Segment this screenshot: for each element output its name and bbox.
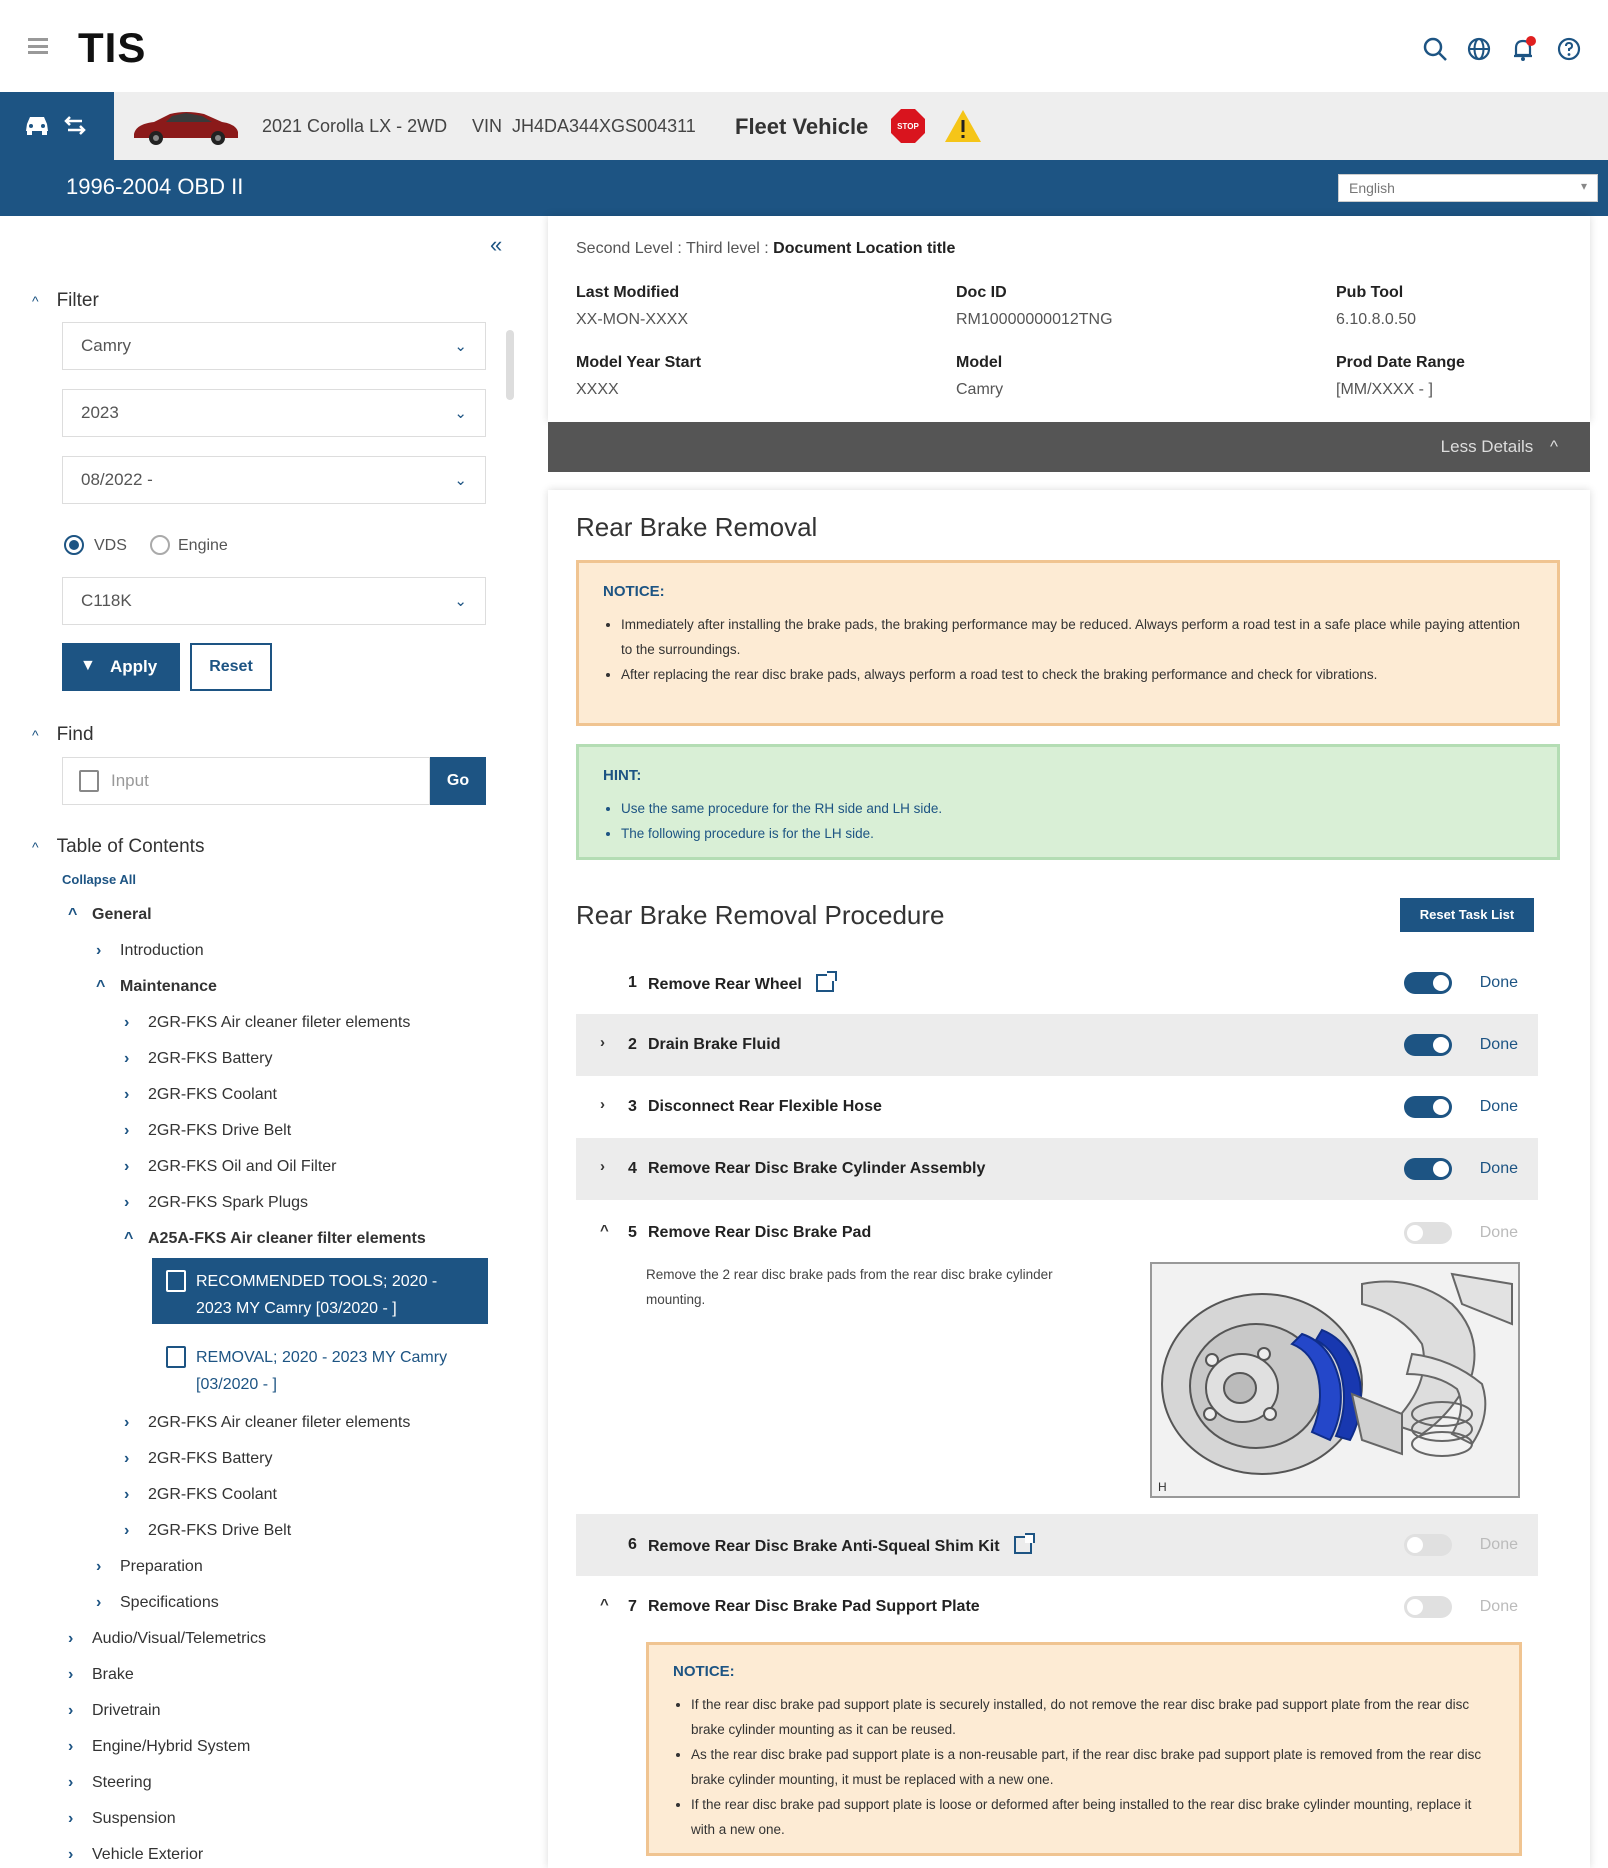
chevron-right-icon[interactable]: › [600,1158,605,1175]
chevron-right-icon: › [124,1086,130,1103]
document-icon [166,1270,186,1292]
notice-item: • After replacing the rear disc brake pads, always perform a road test to check the braking performance and check for vibrations. [621,662,1533,687]
chevron-down-icon: ⌄ [454,405,467,422]
step-toggle[interactable] [1404,1596,1452,1618]
notice-item: • As the rear disc brake pad support plate is a non-reusable part, if the rear disc brake pad support plate is removed from the rear disc brake cylinder mounting, it must be replaced with a new one. [691,1742,1495,1792]
obd-title: 1996-2004 OBD II [66,174,244,199]
done-label: Done [1479,1160,1518,1177]
hint-item: • The following procedure is for the LH side. [621,821,1533,846]
hint-box [576,744,1560,860]
chevron-up-icon: ^ [68,906,78,923]
less-details-toggle[interactable]: Less Details ^ [548,422,1590,472]
car-icon [24,114,50,136]
step-3[interactable]: › 3 Disconnect Rear Flexible Hose Done [576,1076,1538,1138]
date-select[interactable]: 08/2022 - ⌄ [62,456,486,504]
filter-icon: ▼ [80,657,96,674]
toc-a25a[interactable]: ^ A25A-FKS Air cleaner filter elements [124,1230,426,1247]
model-label: Model [956,354,1003,371]
language-value: English [1349,180,1395,196]
apply-button[interactable]: ▼ Apply [62,643,180,691]
step-label[interactable]: Remove Rear Disc Brake Anti-Squeal Shim Kit [648,1538,1000,1555]
find-heading[interactable]: ^ Find [32,724,94,745]
toc-preparation[interactable]: › Preparation [96,1558,203,1575]
prod-range-value: [MM/XXXX - ] [1336,381,1433,398]
chevron-up-icon: ^ [32,727,39,743]
chevron-right-icon: › [124,1414,130,1431]
stop-sign-icon[interactable] [890,108,926,144]
done-label: Done [1479,1598,1518,1615]
step-7[interactable]: ^ 7 Remove Rear Disc Brake Pad Support Plate Done [576,1576,1538,1638]
chevron-right-icon: › [124,1486,130,1503]
chevron-right-icon: › [68,1774,74,1791]
app-logo[interactable]: TIS [78,24,147,71]
swap-icon [64,114,86,136]
doc-id-label: Doc ID [956,284,1007,301]
toc-item[interactable]: › Brake [68,1666,134,1683]
step-2[interactable]: › 2 Drain Brake Fluid Done [576,1014,1538,1076]
filter-heading[interactable]: ^ Filter [32,290,99,311]
vds-radio[interactable] [64,535,84,555]
reset-task-list-button[interactable]: Reset Task List [1400,898,1534,932]
collapse-all-link[interactable]: Collapse All [62,872,136,887]
pub-tool-value: 6.10.8.0.50 [1336,311,1417,328]
globe-icon[interactable] [1466,36,1492,62]
chevron-right-icon: › [96,1558,102,1575]
vin-value: JH4DA344XGS004311 [512,116,696,136]
toc-item[interactable]: › Suspension [68,1810,176,1827]
vehicle-switch-button[interactable] [0,92,114,160]
language-select[interactable] [1338,174,1598,202]
step-toggle[interactable] [1404,1534,1452,1556]
vin-label: VIN [472,116,503,136]
stop-sign-text: STOP [897,122,919,131]
toc-item[interactable]: › Steering [68,1774,152,1791]
toc-item[interactable]: › 2GR-FKS Coolant [124,1486,277,1503]
document-meta-card [548,216,1590,422]
step-4[interactable]: › 4 Remove Rear Disc Brake Cylinder Assembly Done [576,1138,1538,1200]
model-year-label: Model Year Start [576,354,702,371]
vehicle-image [130,104,242,148]
chevron-right-icon: › [124,1522,130,1539]
document-icon [79,770,99,792]
chevron-right-icon: › [124,1014,130,1031]
chevron-up-icon[interactable]: ^ [600,1596,609,1613]
chevron-up-icon: ^ [96,978,106,995]
chevron-up-icon: ^ [124,1230,134,1247]
chevron-up-icon: ^ [1550,437,1558,456]
chevron-right-icon: › [68,1846,74,1863]
done-label: Done [1479,1098,1518,1115]
chevron-down-icon: ⌄ [454,472,467,489]
chevron-right-icon: › [124,1450,130,1467]
search-icon[interactable] [1422,36,1448,62]
notice-box [576,560,1560,726]
notification-bell-icon[interactable] [1510,36,1536,62]
collapse-sidebar-icon[interactable]: « [490,232,503,257]
chevron-right-icon[interactable]: › [600,1096,605,1113]
notice-item: • If the rear disc brake pad support plate is loose or deformed after being installed to the rear disc brake cylinder mounting, replace it with a new one. [691,1792,1495,1842]
code-select[interactable]: C118K ⌄ [62,577,486,625]
sidebar-scrollbar[interactable] [506,330,514,400]
toc-item[interactable]: › Vehicle Exterior [68,1846,204,1863]
external-link-icon[interactable] [816,974,834,992]
chevron-right-icon: › [124,1158,130,1175]
notice-heading: NOTICE: [603,583,665,600]
go-button[interactable]: Go [430,757,486,805]
model-value: Camry [956,381,1004,398]
brake-drawing [1152,1264,1518,1496]
done-label: Done [1479,974,1518,991]
notice-heading: NOTICE: [673,1663,735,1680]
chevron-right-icon: › [68,1810,74,1827]
model-year-value: XXXX [576,381,619,398]
toc-item[interactable]: › 2GR-FKS Oil and Oil Filter [124,1158,337,1175]
toc-item[interactable]: › 2GR-FKS Drive Belt [124,1522,292,1539]
chevron-up-icon: ^ [32,293,39,309]
chevron-right-icon: › [124,1050,130,1067]
hint-heading: HINT: [603,767,642,784]
chevron-down-icon: ⌄ [454,338,467,355]
toc-item[interactable]: › Engine/Hybrid System [68,1738,251,1755]
vehicle-model: 2021 Corolla LX - 2WD [262,116,448,136]
toc-item[interactable]: › 2GR-FKS Battery [124,1450,273,1467]
obd-banner [0,160,1608,216]
step-toggle[interactable] [1404,1222,1452,1244]
model-select[interactable]: Camry ⌄ [62,322,486,370]
procedure-title: Rear Brake Removal Procedure [576,900,945,930]
step-label: Disconnect Rear Flexible Hose [648,1098,882,1115]
menu-icon[interactable] [28,38,48,54]
done-label: Done [1479,1036,1518,1053]
top-bar [0,0,1608,92]
step-label: Remove Rear Disc Brake Pad [648,1224,872,1241]
chevron-up-icon: ^ [32,839,39,855]
doc-id-value: RM10000000012TNG [956,311,1113,328]
chevron-right-icon: › [96,942,102,959]
chevron-right-icon: › [124,1122,130,1139]
breadcrumb: Second Level : Third level : Document Location title [576,240,956,257]
step-label: Remove Rear Disc Brake Cylinder Assembly [648,1160,986,1177]
chevron-right-icon: › [68,1666,74,1683]
chevron-right-icon: › [68,1702,74,1719]
toc-item[interactable]: › 2GR-FKS Drive Belt [124,1122,292,1139]
done-label: Done [1479,1224,1518,1241]
toc-item[interactable]: › 2GR-FKS Battery [124,1050,273,1067]
toc-doc-selected[interactable]: RECOMMENDED TOOLS; 2020 - 2023 MY Camry [03/2020 - ] [152,1258,488,1324]
vehicle-bar [0,92,1608,160]
chevron-down-icon: ⌄ [454,593,467,610]
toc-item[interactable]: › Audio/Visual/Telemetrics [68,1630,267,1647]
toc-item[interactable]: › 2GR-FKS Coolant [124,1086,277,1103]
pub-tool-label: Pub Tool [1336,284,1404,301]
step-toggle[interactable] [1404,1034,1452,1056]
toc-item[interactable]: › 2GR-FKS Air cleaner fileter elements [124,1414,411,1431]
engine-label: Engine [178,537,228,554]
chevron-right-icon: › [68,1630,74,1647]
toc-maintenance[interactable]: ^ Maintenance [96,978,217,995]
step-label: Drain Brake Fluid [648,1036,781,1053]
brake-illustration[interactable] [1150,1262,1520,1498]
last-modified-label: Last Modified [576,284,680,301]
find-input[interactable]: Input [62,757,430,805]
notice-item: • If the rear disc brake pad support plate is securely installed, do not remove the rear disc brake pad support plate from the rear disc brake cylinder mounting as it can be reused. [691,1692,1495,1742]
step-label: Remove Rear Disc Brake Pad Support Plate [648,1598,980,1615]
document-icon [166,1346,186,1368]
toc-heading[interactable]: ^ Table of Contents [32,836,205,857]
fleet-vehicle-label: Fleet Vehicle [735,114,869,139]
toc-specifications[interactable]: › Specifications [96,1594,219,1611]
step-1[interactable]: 1 Remove Rear Wheel Done [628,974,1518,993]
step-toggle[interactable] [1404,1096,1452,1118]
chevron-right-icon: › [68,1738,74,1755]
engine-radio[interactable] [150,535,170,555]
step-5-text: Remove the 2 rear disc brake pads from the rear disc brake cylinder mounting. [646,1267,1053,1307]
done-label: Done [1479,1536,1518,1553]
last-modified-value: XX-MON-XXXX [576,311,689,328]
document-title: Rear Brake Removal [576,512,818,542]
step-label[interactable]: Remove Rear Wheel [648,976,802,993]
prod-range-label: Prod Date Range [1336,354,1465,371]
help-icon[interactable] [1556,36,1582,62]
step-6[interactable]: 6 Remove Rear Disc Brake Anti-Squeal Shim Kit Done [576,1514,1538,1576]
notice-item: • Immediately after installing the brake pads, the braking performance may be reduced. Always perform a road test in a safe place while paying attention to the surroundings. [621,612,1533,662]
chevron-right-icon: › [124,1194,130,1211]
chevron-right-icon[interactable]: › [600,1034,605,1051]
toc-item[interactable]: › Drivetrain [68,1702,161,1719]
chevron-up-icon[interactable]: ^ [600,1222,609,1239]
toc-general[interactable]: ^ General [68,906,152,923]
toc-item[interactable]: › 2GR-FKS Air cleaner fileter elements [124,1014,411,1031]
step-5[interactable]: ^ 5 Remove Rear Disc Brake Pad Done [576,1202,1538,1264]
toc-doc[interactable]: REMOVAL; 2020 - 2023 MY Camry [03/2020 - ] [152,1334,488,1398]
year-select[interactable]: 2023 ⌄ [62,389,486,437]
notice-box [646,1642,1522,1856]
vds-label: VDS [94,537,127,554]
chevron-down-icon: ▾ [1580,179,1587,193]
reset-button[interactable]: Reset [190,643,272,691]
step-toggle[interactable] [1404,972,1452,994]
chevron-right-icon: › [96,1594,102,1611]
step-toggle[interactable] [1404,1158,1452,1180]
toc-item[interactable]: › 2GR-FKS Spark Plugs [124,1194,309,1211]
figure-label: H [1158,1480,1167,1494]
toc-introduction[interactable]: › Introduction [96,942,204,959]
warning-icon[interactable] [944,108,982,144]
hint-item: • Use the same procedure for the RH side and LH side. [621,796,1533,821]
external-link-icon[interactable] [1014,1536,1032,1554]
